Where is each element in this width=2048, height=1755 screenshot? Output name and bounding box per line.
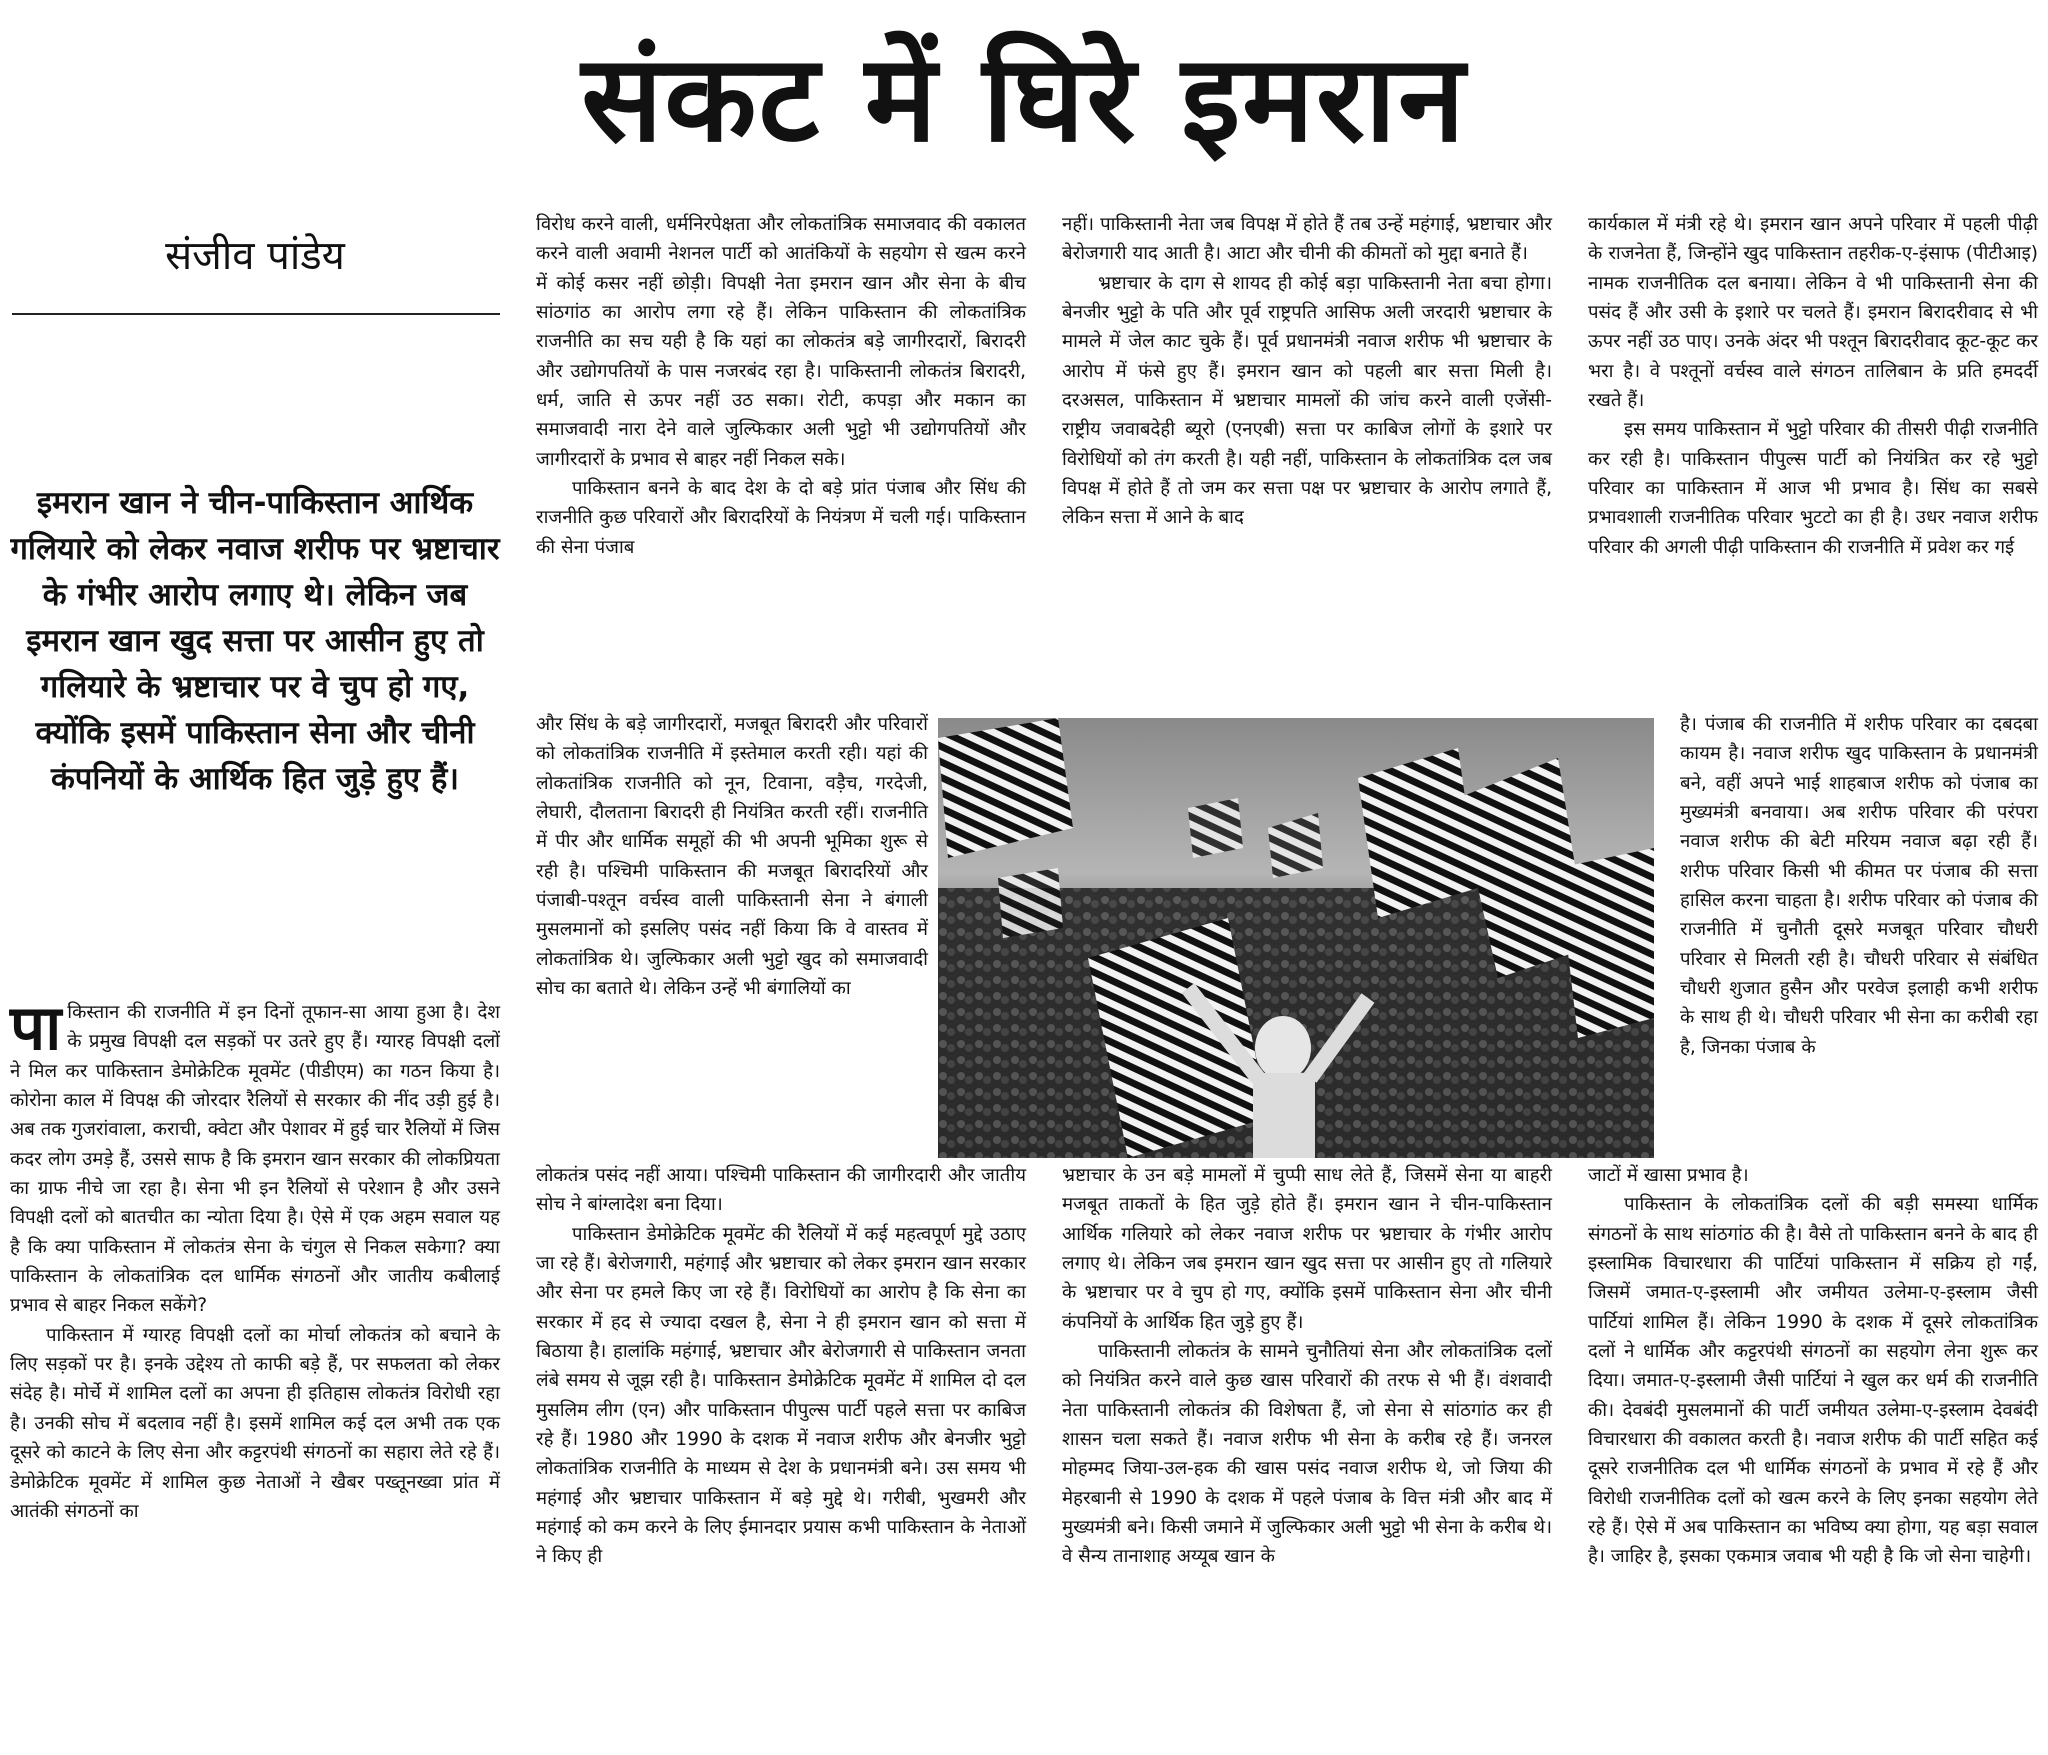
headline: संकट में घिरे इमरान bbox=[581, 30, 1467, 169]
article-column-3-top bbox=[1062, 210, 1552, 533]
article-paragraph: भ्रष्टाचार के उन बड़े मामलों में चुप्पी साध लेते हैं, जिसमें सेना या बाहरी मजबूत ताकतों के हित जुड़े होते हैं। इमरान खान ने चीन-पाकिस्तान आर्थिक गलियारे को लेकर नवाज शरीफ पर भ्रष्टाचार के गंभीर आरोप लगाए थे। लेकिन जब इमरान खान खुद सत्ता पर आसीन हुए तो गलियारे के भ्रष्टाचार पर वे चुप हो गए, क्योंकि इसमें पाकिस्तान सेना और चीनी कंपनियों के आर्थिक हित जुड़े हुए हैं। bbox=[1062, 1165, 1552, 1333]
article-paragraph: और सिंध के बड़े जागीरदारों, मजबूत बिरादरी और परिवारों को लोकतांत्रिक राजनीति में इस्तेमाल करती रही। यहां की लोकतांत्रिक राजनीति को नून, टिवाना, वड़ैच, गरदेजी, लेघारी, दौलताना बिरादरी ही नियंत्रित करती रहीं। राजनीति में पीर और धार्मिक समूहों की भी अपनी भूमिका शुरू से रही है। पश्चिमी पाकिस्तान की मजबूत बिरादरियों और पंजाबी-पश्तून वर्चस्व वाली पाकिस्तानी सेना ने बंगाली मुसलमानों को इसलिए पसंद नहीं किया कि वे वास्तव में लोकतांत्रिक थे। जुल्फिकार अली भुट्टो खुद को समाजवादी सोच का बताते थे। लेकिन उन्हें भी बंगालियों का bbox=[536, 714, 928, 1000]
flag-center bbox=[1358, 748, 1478, 918]
article-paragraph: पाकिस्तान बनने के बाद देश के दो बड़े प्रांत पंजाब और सिंध की राजनीति कुछ परिवारों और बिरादरियों के नियंत्रण में चली गई। पाकिस्तान की सेना पंजाब bbox=[536, 478, 1026, 558]
paragraph-text: किस्तान की राजनीति में इन दिनों तूफान-सा आया हुआ है। देश के प्रमुख विपक्षी दल सड़कों पर उतरे हुए हैं। ग्यारह विपक्षी दलों ने मिल कर पाकिस्तान डेमोक्रेटिक मूवमेंट (पीडीएम) का गठन किया है। कोरोना काल में विपक्ष की जोरदार रैलियों से सरकार की नींद उड़ी हुई है। अब तक गुजरांवाला, कराची, क्वेटा और पेशावर में हुई चार रैलियों में जिस कदर लोग उमड़े हैं, उससे साफ है कि इमरान खान सरकार की लोकप्रियता का ग्राफ नीचे जा रहा है। सेना भी इन रैलियों से परेशान है और उसने विपक्षी दलों को बातचीत का न्योता दिया है। ऐसे में एक अहम सवाल यह है कि क्या पाकिस्तान में लोकतंत्र सेना के चंगुल से निकल सकेगा? क्या पाकिस्तान के लोकतांत्रिक दल धार्मिक संगठनों और जातीय कबीलाई प्रभाव से बाहर निकल सकेंगे? bbox=[10, 1002, 500, 1317]
article-paragraph: जाटों में खासा प्रभाव है। bbox=[1588, 1165, 1749, 1186]
article-column-3-bottom bbox=[1062, 1161, 1552, 1572]
rally-photo bbox=[938, 718, 1654, 1158]
article-paragraph: विरोध करने वाली, धर्मनिरपेक्षता और लोकतांत्रिक समाजवाद की वकालत करने वाली अवामी नेशनल पार्टी को आतंकियों के सहयोग से खत्म करने में कोई कसर नहीं छोड़ी। विपक्षी नेता इमरान खान और सेना के बीच सांठगांठ का आरोप लगा रहे हैं। लेकिन पाकिस्तान की लोकतांत्रिक राजनीति का सच यही है कि यहां का लोकतंत्र बड़े जागीरदारों, बिरादरी और उद्योगपतियों के पास नजरबंद रहा है। पाकिस्तानी लोकतंत्र बिरादरी, धर्म, जाति से ऊपर नहीं उठ सका। रोटी, कपड़ा और मकान का समाजवादी नारा देने वाले जुल्फिकार अली भुट्टो भी उद्योगपतियों और जागीरदारों के प्रभाव से बाहर नहीं निकल सके। bbox=[536, 214, 1026, 470]
article-paragraph bbox=[10, 991, 500, 1321]
byline-rule bbox=[12, 313, 500, 315]
drop-cap: पा bbox=[10, 991, 62, 1064]
pull-quote: इमरान खान ने चीन-पाकिस्तान आर्थिक गलियारे को लेकर नवाज शरीफ पर भ्रष्टाचार के गंभीर आरोप लगाए थे। लेकिन जब इमरान खान खुद सत्ता पर आसीन हुए तो गलियारे के भ्रष्टाचार पर वे चुप हो गए, क्योंकि इसमें पाकिस्तान सेना और चीनी कंपनियों के आर्थिक हित जुड़े हुए हैं। bbox=[10, 485, 500, 797]
article-paragraph: पाकिस्तान के लोकतांत्रिक दलों की बड़ी समस्या धार्मिक संगठनों के साथ सांठगांठ की है। वैसे तो पाकिस्तान बनने के बाद ही इस्लामिक विचारधारा की पार्टियां पाकिस्तान में सक्रिय हो गईं, जिसमें जमात-ए-इस्लामी और जमीयत उलेमा-ए-इस्लाम जैसी पार्टियां शामिल हैं। लेकिन 1990 के दशक में दूसरे लोकतांत्रिक दलों ने धार्मिक और कट्टरपंथी संगठनों का सहयोग लेना शुरू कर दिया। जमात-ए-इस्लामी जैसी पार्टियां ने खुल कर धर्म की राजनीति की। देवबंदी मुसलमानों की पार्टी जमीयत उलेमा-ए-इस्लाम देवबंदी विचारधारा की वकालत करती है। नवाज शरीफ की पार्टी सहित कई दूसरे राजनीतिक दल भी धार्मिक संगठनों के प्रभाव में रहे हैं और विरोधी राजनीतिक दलों को खत्म करने के लिए इनका सहयोग लेते रहे हैं। ऐसे में अब पाकिस्तान का भविष्य क्या होगा, यह बड़ा सवाल है। जाहिर है, इसका एकमात्र जवाब भी यही है कि जो सेना चाहेगी। bbox=[1588, 1194, 2038, 1568]
article-paragraph: कार्यकाल में मंत्री रहे थे। इमरान खान अपने परिवार में पहली पीढ़ी के राजनेता हैं, जिन्होंने खुद पाकिस्तान तहरीक-ए-इंसाफ (पीटीआइ) नामक राजनीतिक दल बनाया। लेकिन वे भी पाकिस्तानी सेना की पसंद हैं और उसी के इशारे पर चलते हैं। इमरान बिरादरीवाद से भी ऊपर नहीं उठ पाए। उनके अंदर भी पश्तून बिरादरीवाद कूट-कूट कर भरा है। वे पश्तूनों वर्चस्व वाले संगठन तालिबान के प्रति हमदर्दी रखते हैं। bbox=[1588, 214, 2038, 412]
article-column-4-bottom bbox=[1588, 1161, 2038, 1572]
article-paragraph: पाकिस्तानी लोकतंत्र के सामने चुनौतियां सेना और लोकतांत्रिक दलों को नियंत्रित करने वाले कुछ खास परिवारों की तरफ से भी हैं। वंशवादी नेता पाकिस्तानी लोकतंत्र की विशेषता हैं, जो सेना से सांठगांठ कर ही शासन चला सकते हैं। नवाज शरीफ भी सेना के करीब रहे हैं। जनरल मोहम्मद जिया-उल-हक की खास पसंद नवाज शरीफ थे, जो जिया की मेहरबानी से 1990 के दशक में पहले पंजाब के वित्त मंत्री और बाद में मुख्यमंत्री बने। किसी जमाने में जुल्फिकार अली भुट्टो भी सेना के करीब थे। वे सैन्य तानाशाह अय्यूब खान के bbox=[1062, 1341, 1552, 1568]
article-column-2-top bbox=[536, 210, 1026, 562]
article-paragraph: नहीं। पाकिस्तानी नेता जब विपक्ष में होते हैं तब उन्हें महंगाई, भ्रष्टाचार और बेरोजगारी याद आती है। आटा और चीनी की कीमतों को मुद्दा बनाते हैं। bbox=[1062, 214, 1552, 265]
article-paragraph: लोकतंत्र पसंद नहीं आया। पश्चिमी पाकिस्तान की जागीरदारी और जातीय सोच ने बांग्लादेश बना दिया। bbox=[536, 1165, 1026, 1216]
article-column-4-beside-photo bbox=[1680, 710, 2038, 1062]
article-column-4-top bbox=[1588, 210, 2038, 562]
article-paragraph: भ्रष्टाचार के दाग से शायद ही कोई बड़ा पाकिस्तानी नेता बचा होगा। बेनजीर भुट्टो के पति और पूर्व राष्ट्रपति आसिफ अली जरदारी भ्रष्टाचार के मामले में जेल काट चुके हैं। पूर्व प्रधानमंत्री नवाज शरीफ भी भ्रष्टाचार के आरोप में फंसे हुए हैं। इमरान खान को पहली बार सत्ता मिली है। दरअसल, पाकिस्तान में भ्रष्टाचार मामलों की जांच करने वाली एजेंसी- राष्ट्रीय जवाबदेही ब्यूरो (एनएबी) सत्ता पर काबिज लोगों के इशारे पर विरोधियों को तंग करती है। यही नहीं, पाकिस्तान के लोकतांत्रिक दल जब विपक्ष में होते हैं तो जम कर सत्ता पक्ष पर भ्रष्टाचार के आरोप लगाते हैं, लेकिन सत्ता में आने के बाद bbox=[1062, 272, 1552, 529]
byline-author: संजीव पांडेय bbox=[165, 233, 345, 279]
article-column-1 bbox=[10, 991, 500, 1526]
rally-photo-illustration bbox=[938, 718, 1654, 1158]
article-paragraph: पाकिस्तान में ग्यारह विपक्षी दलों का मोर्चा लोकतंत्र को बचाने के लिए सड़कों पर है। इनके उद्देश्य तो काफी बड़े हैं, पर सफलता को लेकर संदेह है। मोर्चे में शामिल दलों का अपना ही इतिहास लोकतंत्र विरोधी रहा है। उनकी सोच में बदलाव नहीं है। इसमें शामिल कई दल अभी तक एक दूसरे को काटने के लिए सेना और कट्टरपंथी संगठनों का सहारा लेते रहे हैं। डेमोक्रेटिक मूवमेंट में शामिल कुछ नेताओं ने खैबर पख्तूनख्वा प्रांत में आतंकी संगठनों का bbox=[10, 1324, 500, 1522]
article-column-2-bottom bbox=[536, 1161, 1026, 1572]
article-paragraph: इस समय पाकिस्तान में भुट्टो परिवार की तीसरी पीढ़ी राजनीति कर रही है। पाकिस्तान पीपुल्स पार्टी को नियंत्रित कर रहे भुट्टो परिवार का पाकिस्तान में आज भी प्रभाव है। सिंध का सबसे प्रभावशाली राजनीतिक परिवार भुटटो का ही है। उधर नवाज शरीफ परिवार की अगली पीढ़ी पाकिस्तान की राजनीति में प्रवेश कर गई bbox=[1588, 419, 2038, 558]
article-paragraph: है। पंजाब की राजनीति में शरीफ परिवार का दबदबा कायम है। नवाज शरीफ खुद पाकिस्तान के प्रधानमंत्री बने, वहीं अपने भाई शाहबाज शरीफ को पंजाब का मुख्यमंत्री बनवाया। अब शरीफ परिवार की परंपरा नवाज शरीफ की बेटी मरियम नवाज बढ़ा रही हैं। शरीफ परिवार किसी भी कीमत पर पंजाब की सत्ता हासिल करना चाहता है। शरीफ परिवार को पंजाब की राजनीति में चुनौती दूसरे मजबूत परिवार चौधरी परिवार से मिलती रही है। चौधरी परिवार से संबंधित चौधरी शुजात हुसैन और परवेज इलाही कभी शरीफ के साथ ही थे। चौधरी परिवार भी सेना का करीबी रहा है, जिनका पंजाब के bbox=[1680, 714, 2038, 1058]
article-column-2-beside-photo bbox=[536, 710, 928, 1003]
article-paragraph: पाकिस्तान डेमोक्रेटिक मूवमेंट की रैलियों में कई महत्वपूर्ण मुद्दे उठाए जा रहे हैं। बेरोजगारी, महंगाई और भ्रष्टाचार को लेकर इमरान खान सरकार और सेना पर हमले किए जा रहे हैं। विरोधियों का आरोप है कि सेना का सरकार में हद से ज्यादा दखल है, सेना ने ही इमरान खान को सत्ता में बिठाया है। हालांकि महंगाई, भ्रष्टाचार और बेरोजगारी से पाकिस्तान जनता लंबे समय से जूझ रही है। पाकिस्तान डेमोक्रेटिक मूवमेंट में शामिल दो दल मुसलिम लीग (एन) और पाकिस्तान पीपुल्स पार्टी पहले सत्ता पर काबिज रहे हैं। 1980 और 1990 के दशक में नवाज शरीफ और बेनजीर भुट्टो लोकतांत्रिक राजनीति के माध्यम से देश के प्रधानमंत्री बने। उस समय भी महंगाई और भ्रष्टाचार पाकिस्तान में बड़े मुद्दे थे। गरीबी, भुखमरी और महंगाई को कम करने के लिए ईमानदार प्रयास कभी पाकिस्तान के नेताओं ने किए ही bbox=[536, 1223, 1026, 1568]
